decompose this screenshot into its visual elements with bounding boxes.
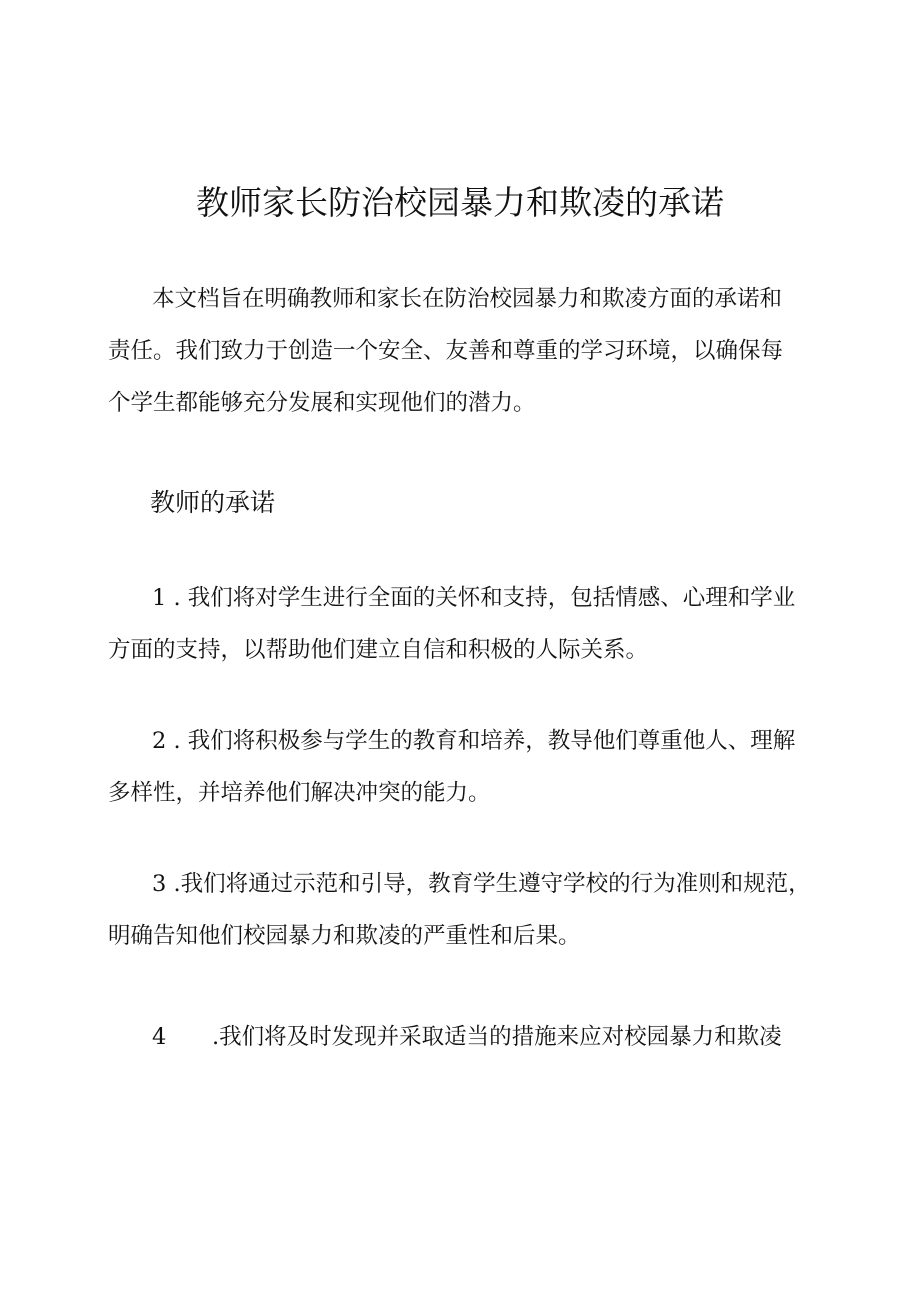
commitment-item-line: 方面的支持，以帮助他们建立自信和积极的人际关系。: [108, 637, 649, 663]
section-heading: 教师的承诺: [150, 488, 276, 517]
item-number: 4: [152, 1024, 167, 1050]
commitment-item-line: [108, 572, 824, 624]
commitment-item-4: [108, 1011, 824, 1063]
item-text: .我们将及时发现并采取适当的措施来应对校园暴力和欺凌: [212, 1024, 782, 1050]
item-number: 1: [152, 585, 167, 611]
item-text: . 我们将对学生进行全面的关怀和支持，包括情感、心理和学业: [166, 585, 796, 611]
commitment-item-line: [108, 715, 824, 767]
item-text: .我们将通过示范和引导，教育学生遵守学校的行为准则和规范，: [166, 871, 811, 897]
intro-line: 责任。我们致力于创造一个安全、友善和尊重的学习环境，以确保每: [108, 338, 784, 364]
intro-paragraph: [108, 273, 824, 429]
item-text: . 我们将积极参与学生的教育和培养，教导他们尊重他人、理解: [166, 728, 796, 754]
commitment-item-line: 明确告知他们校园暴力和欺凌的严重性和后果。: [108, 923, 581, 949]
intro-line: 个学生都能够充分发展和实现他们的潜力。: [108, 390, 536, 416]
item-number: 3: [152, 871, 167, 897]
commitment-item-1: [108, 572, 824, 676]
document-title: 教师家长防治校园暴力和欺凌的承诺: [196, 183, 724, 222]
intro-line: 本文档旨在明确教师和家长在防治校园暴力和欺凌方面的承诺和: [152, 286, 783, 312]
commitment-item-line: 多样性，并培养他们解决冲突的能力。: [108, 780, 491, 806]
item-number: 2: [152, 728, 167, 754]
commitment-item-line: [108, 858, 824, 910]
commitment-item-3: [108, 858, 824, 962]
commitment-item-2: [108, 715, 824, 819]
commitment-item-line: [108, 1011, 824, 1063]
